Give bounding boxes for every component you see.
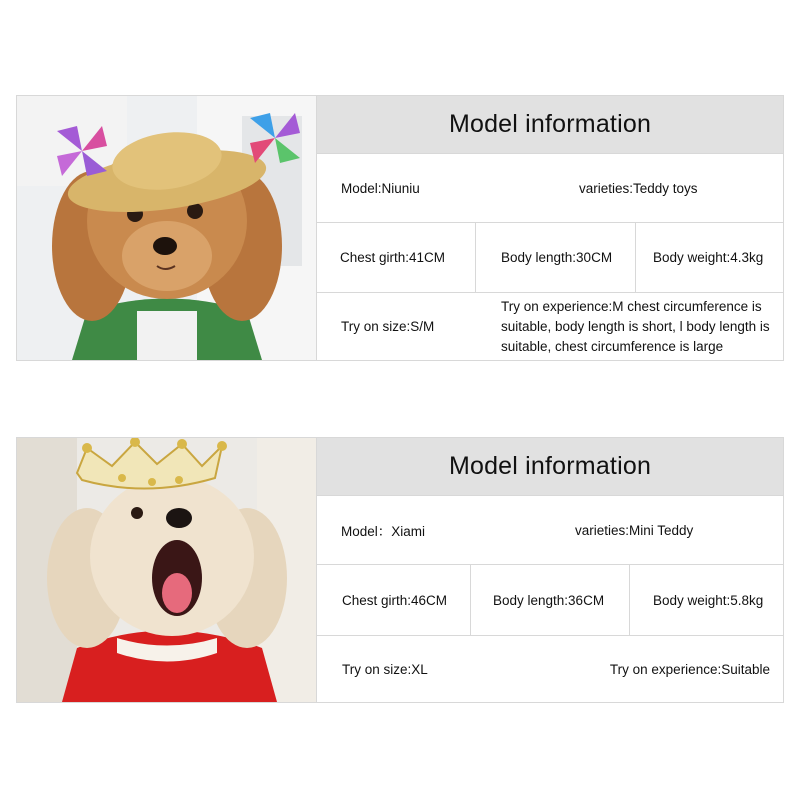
poodle-crown-illustration	[17, 438, 316, 702]
poodle-hat-illustration	[17, 96, 316, 360]
try-on-experience: Try on experience:M chest circumference is suitable, body length is short, l body length is suitable, chest circumference is large	[501, 298, 770, 354]
body-length: Body length:30CM	[475, 223, 635, 292]
body-weight: Body weight:4.3kg	[635, 223, 783, 292]
measurements-row	[317, 222, 783, 292]
chest-girth: Chest girth:41CM	[340, 250, 446, 265]
model-info-panel	[316, 96, 783, 360]
dog-photo-xiami	[17, 438, 316, 702]
model-name: Model:Niuniu	[341, 180, 420, 196]
model-varieties: varieties:Teddy toys	[579, 180, 698, 196]
try-on-size: Try on size:S/M	[341, 319, 435, 334]
model-info-title: Model information	[317, 96, 783, 153]
try-on-row	[317, 292, 783, 360]
model-row	[317, 495, 783, 564]
model-name: Model：Xiami	[341, 524, 426, 539]
model-varieties: varieties:Mini Teddy	[575, 522, 694, 538]
model-info-title: Model information	[317, 438, 783, 495]
body-length: Body length:36CM	[470, 565, 629, 635]
model-card-niuniu	[16, 95, 784, 361]
try-on-row	[317, 635, 783, 702]
dog-photo-niuniu	[17, 96, 316, 360]
model-card-xiami	[16, 437, 784, 703]
measurements-row	[317, 564, 783, 635]
try-on-size: Try on size:XL	[342, 661, 428, 677]
chest-girth: Chest girth:46CM	[342, 592, 448, 608]
body-weight: Body weight:5.8kg	[629, 565, 783, 635]
model-info-panel	[316, 438, 783, 702]
model-row	[317, 153, 783, 222]
try-on-experience: Try on experience:Suitable	[609, 661, 770, 677]
